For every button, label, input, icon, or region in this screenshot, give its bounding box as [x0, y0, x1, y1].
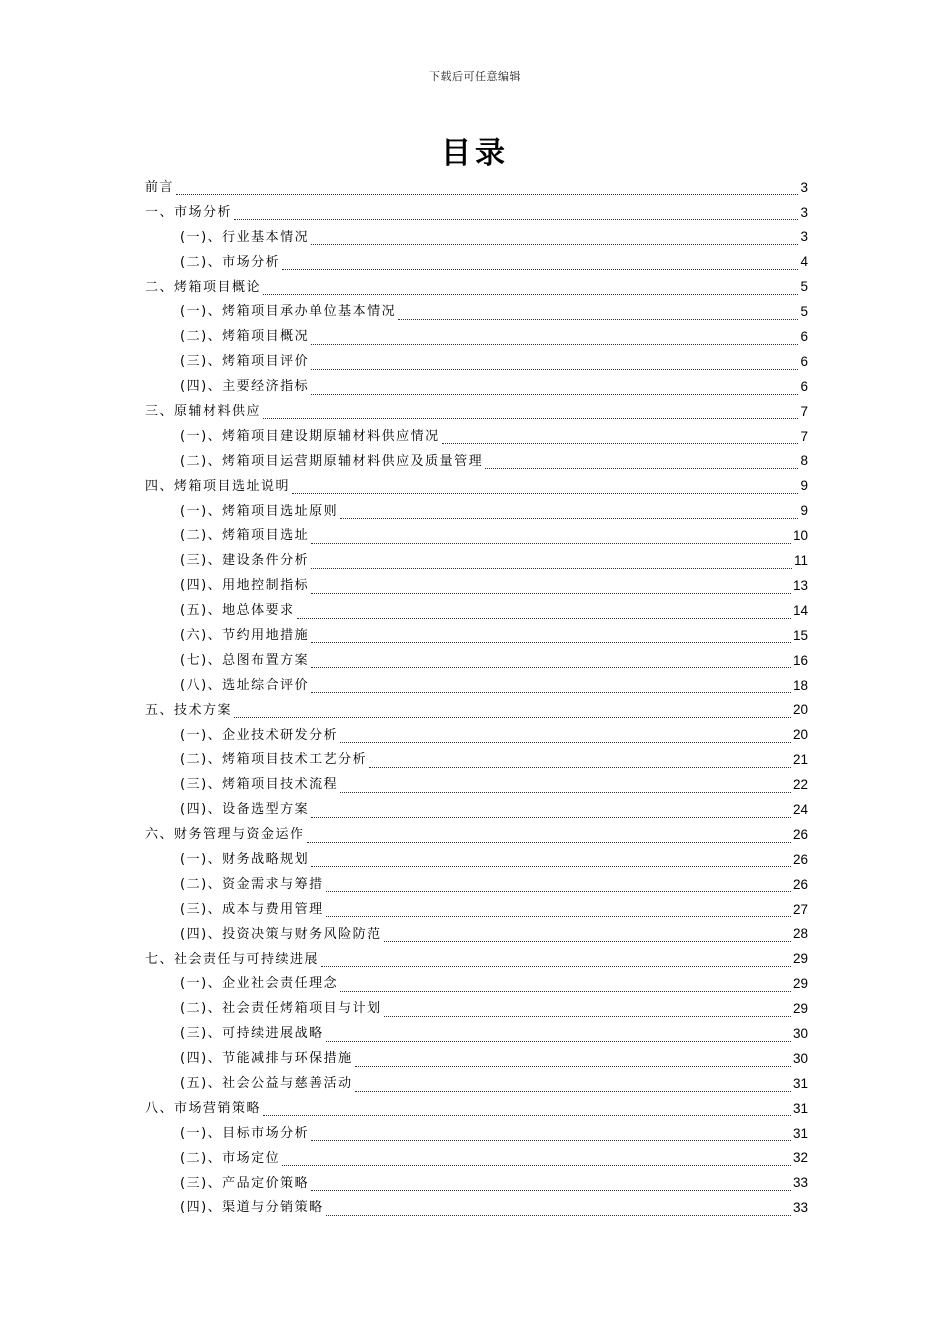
toc-entry-label: (二)、烤箱项目选址 [180, 528, 310, 544]
toc-entry-label: (三)、产品定价策略 [180, 1175, 310, 1191]
toc-dot-leader [263, 281, 798, 295]
toc-page-number: 26 [792, 876, 808, 892]
table-of-contents [145, 175, 808, 1220]
toc-entry-label: (四)、渠道与分销策略 [180, 1200, 324, 1216]
toc-dot-leader [340, 729, 791, 743]
toc-entry-label: (三)、烤箱项目技术流程 [180, 777, 339, 793]
toc-page-number: 21 [792, 752, 808, 768]
toc-entry-label: (一)、企业社会责任理念 [180, 976, 339, 992]
toc-page-number: 31 [792, 1125, 808, 1141]
toc-subentry[interactable] [145, 1046, 808, 1071]
toc-subentry[interactable] [145, 225, 808, 250]
toc-dot-leader [307, 829, 791, 843]
toc-dot-leader [311, 530, 791, 544]
toc-dot-leader [311, 331, 798, 345]
toc-entry[interactable] [145, 200, 808, 225]
toc-page-number: 14 [792, 602, 808, 618]
toc-dot-leader [311, 804, 791, 818]
toc-entry[interactable] [145, 698, 808, 723]
page-title: 目录 [441, 136, 509, 171]
toc-page-number: 31 [792, 1100, 808, 1116]
toc-dot-leader [311, 1177, 791, 1191]
toc-page-number: 20 [792, 727, 808, 743]
toc-dot-leader [234, 206, 798, 220]
toc-entry-label: (四)、设备选型方案 [180, 802, 310, 818]
toc-subentry[interactable] [145, 922, 808, 947]
toc-dot-leader [282, 256, 798, 270]
toc-page-number: 13 [792, 577, 808, 593]
toc-subentry[interactable] [145, 424, 808, 449]
toc-page-number: 26 [792, 826, 808, 842]
toc-page-number: 15 [792, 627, 808, 643]
toc-subentry[interactable] [145, 449, 808, 474]
toc-dot-leader [311, 381, 798, 395]
toc-subentry[interactable] [145, 1171, 808, 1196]
toc-subentry[interactable] [145, 872, 808, 897]
toc-page-number: 29 [792, 976, 808, 992]
toc-entry-label: (一)、烤箱项目承办单位基本情况 [180, 304, 397, 320]
toc-dot-leader [263, 405, 798, 419]
toc-dot-leader [355, 1053, 791, 1067]
toc-page-number: 33 [792, 1200, 808, 1216]
toc-dot-leader [311, 679, 791, 693]
toc-dot-leader [311, 1127, 791, 1141]
toc-entry-label: (二)、烤箱项目运营期原辅材料供应及质量管理 [180, 453, 484, 469]
toc-dot-leader [321, 953, 791, 967]
toc-page-number: 6 [800, 353, 808, 369]
toc-entry-label: (二)、市场定位 [180, 1150, 281, 1166]
toc-page-number: 30 [792, 1050, 808, 1066]
toc-subentry[interactable] [145, 648, 808, 673]
toc-page-number: 26 [792, 851, 808, 867]
toc-page-number: 3 [800, 229, 808, 245]
toc-dot-leader [311, 629, 791, 643]
toc-dot-leader [282, 1152, 791, 1166]
toc-entry-label: (五)、社会公益与慈善活动 [180, 1076, 353, 1091]
toc-subentry[interactable] [145, 299, 808, 324]
toc-page-number: 7 [800, 428, 808, 444]
toc-dot-leader [326, 878, 791, 892]
toc-dot-leader [340, 779, 791, 793]
toc-entry-label: 四、烤箱项目选址说明 [145, 478, 291, 494]
toc-entry-label: (二)、烤箱项目技术工艺分析 [180, 752, 368, 768]
toc-dot-leader [485, 455, 798, 469]
toc-page-number: 29 [792, 1001, 808, 1017]
toc-dot-leader [369, 754, 791, 768]
toc-subentry[interactable] [145, 324, 808, 349]
toc-subentry[interactable] [145, 623, 808, 648]
toc-entry-label: 三、原辅材料供应 [145, 403, 262, 419]
toc-entry-label: (二)、市场分析 [180, 254, 281, 270]
toc-entry-label: 六、财务管理与资金运作 [145, 827, 305, 843]
toc-dot-leader [355, 1078, 791, 1092]
toc-subentry[interactable] [145, 797, 808, 822]
toc-subentry[interactable] [145, 723, 808, 748]
toc-dot-leader [340, 505, 798, 519]
toc-page-number: 28 [792, 926, 808, 942]
toc-dot-leader [326, 1028, 791, 1042]
toc-dot-leader [384, 1003, 791, 1017]
toc-subentry[interactable] [145, 1021, 808, 1046]
toc-dot-leader [340, 978, 791, 992]
toc-page-number: 5 [800, 304, 808, 320]
toc-entry-label: 七、社会责任与可持续进展 [145, 951, 320, 967]
toc-entry-label: 一、市场分析 [145, 204, 233, 220]
toc-entry-label: 前言 [145, 179, 175, 195]
toc-entry-label: (二)、烤箱项目概况 [180, 329, 310, 345]
toc-page-number: 10 [792, 528, 808, 544]
toc-dot-leader [176, 181, 798, 195]
toc-entry-label: 八、市场营销策略 [145, 1100, 262, 1116]
toc-page-number: 6 [800, 329, 808, 345]
toc-subentry[interactable] [145, 548, 808, 573]
toc-subentry[interactable] [145, 1196, 808, 1221]
toc-page-number: 32 [792, 1150, 808, 1166]
toc-entry-label: (一)、财务战略规划 [180, 851, 310, 867]
toc-page-number: 33 [792, 1175, 808, 1191]
toc-subentry[interactable] [145, 349, 808, 374]
toc-subentry[interactable] [145, 972, 808, 997]
toc-entry-label: (六)、节约用地措施 [180, 627, 310, 643]
toc-subentry[interactable] [145, 499, 808, 524]
toc-entry[interactable] [145, 399, 808, 424]
toc-page-number: 9 [800, 503, 808, 519]
toc-entry-label: (八)、选址综合评价 [180, 677, 310, 693]
toc-entry[interactable] [145, 947, 808, 972]
toc-subentry[interactable] [145, 772, 808, 797]
toc-dot-leader [311, 555, 792, 569]
toc-subentry[interactable] [145, 897, 808, 922]
toc-dot-leader [442, 430, 799, 444]
toc-dot-leader [384, 928, 791, 942]
toc-subentry[interactable] [145, 573, 808, 598]
toc-page-number: 24 [792, 801, 808, 817]
toc-dot-leader [311, 231, 798, 245]
toc-page-number: 8 [800, 453, 808, 469]
toc-entry-label: (一)、企业技术研发分析 [180, 727, 339, 743]
toc-entry-label: (一)、行业基本情况 [180, 229, 310, 245]
toc-subentry[interactable] [145, 1071, 808, 1096]
toc-page-number: 27 [792, 901, 808, 917]
toc-entry-label: (四)、投资决策与财务风险防范 [180, 926, 382, 942]
toc-page-number: 4 [800, 254, 808, 270]
toc-page-number: 22 [792, 777, 808, 793]
toc-entry[interactable] [145, 275, 808, 300]
toc-dot-leader [326, 903, 791, 917]
toc-entry[interactable] [145, 474, 808, 499]
toc-page-number: 30 [792, 1025, 808, 1041]
header-note: 下载后可任意编辑 [429, 70, 521, 83]
toc-entry-label: 二、烤箱项目概论 [145, 279, 262, 295]
toc-dot-leader [297, 605, 791, 619]
toc-page-number: 31 [792, 1075, 808, 1091]
toc-entry[interactable] [145, 822, 808, 847]
toc-page-number: 9 [800, 478, 808, 494]
toc-page-number: 6 [800, 378, 808, 394]
toc-subentry[interactable] [145, 374, 808, 399]
toc-subentry[interactable] [145, 747, 808, 772]
toc-entry-label: (一)、烤箱项目选址原则 [180, 503, 339, 519]
toc-subentry[interactable] [145, 847, 808, 872]
toc-page-number: 7 [800, 403, 808, 419]
toc-dot-leader [311, 580, 791, 594]
toc-entry-label: (四)、主要经济指标 [180, 379, 310, 395]
toc-subentry[interactable] [145, 673, 808, 698]
toc-dot-leader [311, 853, 791, 867]
toc-subentry[interactable] [145, 598, 808, 623]
toc-entry-label: (三)、烤箱项目评价 [180, 354, 310, 370]
toc-page-number: 11 [793, 553, 808, 569]
toc-page-number: 3 [800, 204, 808, 220]
toc-entry-label: (三)、成本与费用管理 [180, 901, 324, 917]
toc-entry[interactable] [145, 1096, 808, 1121]
toc-subentry[interactable] [145, 250, 808, 275]
toc-entry-label: (二)、资金需求与筹措 [180, 876, 324, 892]
toc-entry-label: (一)、目标市场分析 [180, 1125, 310, 1141]
toc-entry-label: (七)、总图布置方案 [180, 652, 310, 668]
toc-entry-label: (二)、社会责任烤箱项目与计划 [180, 1001, 382, 1017]
toc-entry-label: (三)、可持续进展战略 [180, 1026, 324, 1042]
toc-page-number: 29 [792, 951, 808, 967]
toc-entry-label: (一)、烤箱项目建设期原辅材料供应情况 [180, 428, 440, 444]
toc-page-number: 5 [800, 279, 808, 295]
toc-dot-leader [398, 306, 798, 320]
toc-dot-leader [311, 356, 798, 370]
toc-dot-leader [292, 480, 798, 494]
toc-subentry[interactable] [145, 1146, 808, 1171]
toc-dot-leader [234, 704, 791, 718]
toc-page-number: 18 [792, 677, 808, 693]
toc-page-number: 20 [792, 702, 808, 718]
toc-entry-label: (四)、节能减排与环保措施 [180, 1051, 353, 1067]
toc-subentry[interactable] [145, 523, 808, 548]
toc-dot-leader [326, 1202, 791, 1216]
toc-subentry[interactable] [145, 996, 808, 1021]
toc-dot-leader [311, 654, 791, 668]
toc-entry-label: (五)、地总体要求 [180, 603, 295, 619]
toc-page-number: 3 [800, 179, 808, 195]
toc-entry-label: (四)、用地控制指标 [180, 578, 310, 594]
toc-subentry[interactable] [145, 1121, 808, 1146]
toc-entry[interactable] [145, 175, 808, 200]
toc-dot-leader [263, 1102, 791, 1116]
toc-page-number: 16 [792, 652, 808, 668]
toc-entry-label: (三)、建设条件分析 [180, 553, 310, 569]
toc-entry-label: 五、技术方案 [145, 702, 233, 718]
